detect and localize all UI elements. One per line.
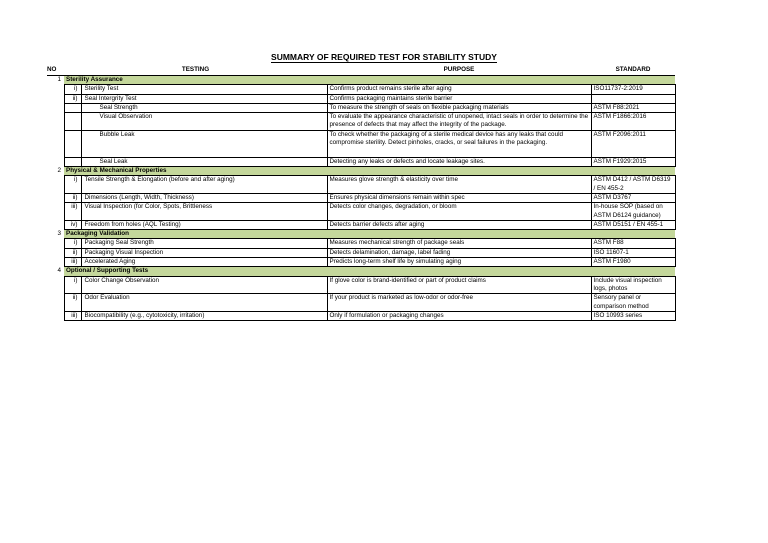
section-row	[47, 76, 675, 85]
standard-cell: ASTM D5151 / EN 455-1	[591, 220, 675, 229]
purpose-cell: Predicts long-term shelf life by simulating aging	[327, 258, 591, 267]
section-row	[47, 167, 675, 176]
section-number: 4	[57, 266, 61, 274]
row-number: ii)	[64, 193, 81, 202]
purpose-cell: Detecting any leaks or defects and locate leakage sites.	[327, 157, 591, 166]
standard-cell: ASTM F1866:2016	[591, 113, 675, 131]
standard-cell: ASTM D412 / ASTM D6319 / EN 455-2	[591, 176, 675, 194]
test-name: Color Change Observation	[81, 276, 327, 294]
purpose-cell: Confirms packaging maintains sterile barrier	[327, 94, 591, 103]
table-row	[47, 130, 675, 157]
test-name: Seal Strength	[81, 103, 327, 112]
table-row	[47, 176, 675, 194]
test-name: Packaging Seal Strength	[81, 239, 327, 248]
standard-cell: ASTM F88	[591, 239, 675, 248]
purpose-cell: To measure the strength of seals on flexible packaging materials	[327, 103, 591, 112]
table-row	[47, 94, 675, 103]
row-number: ii)	[64, 294, 81, 312]
section-number: 1	[57, 76, 61, 83]
row-number: iii)	[64, 258, 81, 267]
section-number: 2	[57, 166, 61, 174]
section-number: 3	[57, 229, 61, 237]
standard-cell: In-house SOP (based on ASTM D6124 guidance)	[591, 203, 675, 221]
table-row	[47, 220, 675, 229]
test-name: Accelerated Aging	[81, 258, 327, 267]
standard-cell: ISO 10993 series	[591, 311, 675, 320]
table-row	[47, 311, 675, 320]
test-name: Sterility Test	[81, 85, 327, 94]
section-title: Sterility Assurance	[64, 76, 675, 85]
header-testing: TESTING	[64, 66, 327, 76]
purpose-cell: Only if formulation or packaging changes	[327, 311, 591, 320]
purpose-cell: Detects barrier defects after aging	[327, 220, 591, 229]
header-no: NO	[47, 66, 64, 76]
table-row	[47, 103, 675, 112]
test-name: Seal Intergrity Test	[81, 94, 327, 103]
purpose-cell: If glove color is brand-identified or part of product claims	[327, 276, 591, 294]
header-row	[47, 66, 675, 76]
table-row	[47, 248, 675, 257]
purpose-cell: Confirms product remains sterile after aging	[327, 85, 591, 94]
table-row	[47, 113, 675, 131]
standard-cell: ASTM F1980	[591, 258, 675, 267]
test-name: Bubble Leak	[81, 130, 327, 157]
table-row	[47, 294, 675, 312]
purpose-cell: If your product is marketed as low-odor or odor-free	[327, 294, 591, 312]
table-row	[47, 157, 675, 166]
standard-cell: ASTM D3767	[591, 193, 675, 202]
test-name: Dimensions (Length, Width, Thickness)	[81, 193, 327, 202]
purpose-cell: Measures mechanical strength of package seals	[327, 239, 591, 248]
row-number: i)	[64, 239, 81, 248]
row-number: i)	[64, 176, 81, 194]
stability-test-table	[47, 66, 676, 321]
section-title: Optional / Supporting Tests	[64, 267, 675, 276]
title-text: SUMMARY OF REQUIRED TEST FOR STABILITY STUDY	[271, 52, 497, 62]
row-number: ii)	[64, 248, 81, 257]
row-number: i)	[64, 85, 81, 94]
purpose-cell: Measures glove strength & elasticity over time	[327, 176, 591, 194]
table-row	[47, 85, 675, 94]
table-row	[47, 193, 675, 202]
document-title	[0, 52, 768, 62]
row-number: iv)	[64, 220, 81, 229]
row-number: i)	[64, 276, 81, 294]
test-name: Visual Observation	[81, 113, 327, 131]
purpose-cell: Detects color changes, degradation, or bloom	[327, 203, 591, 221]
section-title: Packaging Validation	[64, 230, 675, 239]
table-row	[47, 276, 675, 294]
purpose-cell: To evaluate the appearance characteristic of unopened, intact seals in order to determine the presence of defects that may affect the integrity of the package.	[327, 113, 591, 131]
purpose-cell: Ensures physical dimensions remain within spec	[327, 193, 591, 202]
test-name: Packaging Visual Inspection	[81, 248, 327, 257]
section-title: Physical & Mechanical Properties	[64, 167, 675, 176]
section-row	[47, 267, 675, 276]
test-name: Seal Leak	[81, 157, 327, 166]
standard-cell: ASTM F88:2021	[591, 103, 675, 112]
standard-cell: ISO 11607-1	[591, 248, 675, 257]
standard-cell	[591, 94, 675, 103]
standard-cell: ASTM F1929:2015	[591, 157, 675, 166]
test-name: Biocompatibility (e.g., cytotoxicity, irritation)	[81, 311, 327, 320]
test-name: Visual Inspection (for Color, Spots, Brittleness	[81, 203, 327, 221]
standard-cell: ISO11737-2:2019	[591, 85, 675, 94]
purpose-cell: Detects delamination, damage, label fading	[327, 248, 591, 257]
test-name: Tensile Strength & Elongation (before and after aging)	[81, 176, 327, 194]
test-name: Freedom from holes (AQL Testing)	[81, 220, 327, 229]
row-number: iii)	[64, 311, 81, 320]
purpose-cell: To check whether the packaging of a sterile medical device has any leaks that could compromise sterility. Detect pinholes, cracks, or seal failures in the packaging.	[327, 130, 591, 157]
table-row	[47, 239, 675, 248]
header-standard: STANDARD	[591, 66, 675, 76]
row-number: iii)	[64, 203, 81, 221]
standard-cell: Include visual inspection logs, photos	[591, 276, 675, 294]
row-number: ii)	[64, 94, 81, 103]
test-name: Odor Evaluation	[81, 294, 327, 312]
header-purpose: PURPOSE	[327, 66, 591, 76]
table-row	[47, 203, 675, 221]
table-row	[47, 258, 675, 267]
standard-cell: Sensory panel or comparison method	[591, 294, 675, 312]
standard-cell: ASTM F2096:2011	[591, 130, 675, 157]
section-row	[47, 230, 675, 239]
